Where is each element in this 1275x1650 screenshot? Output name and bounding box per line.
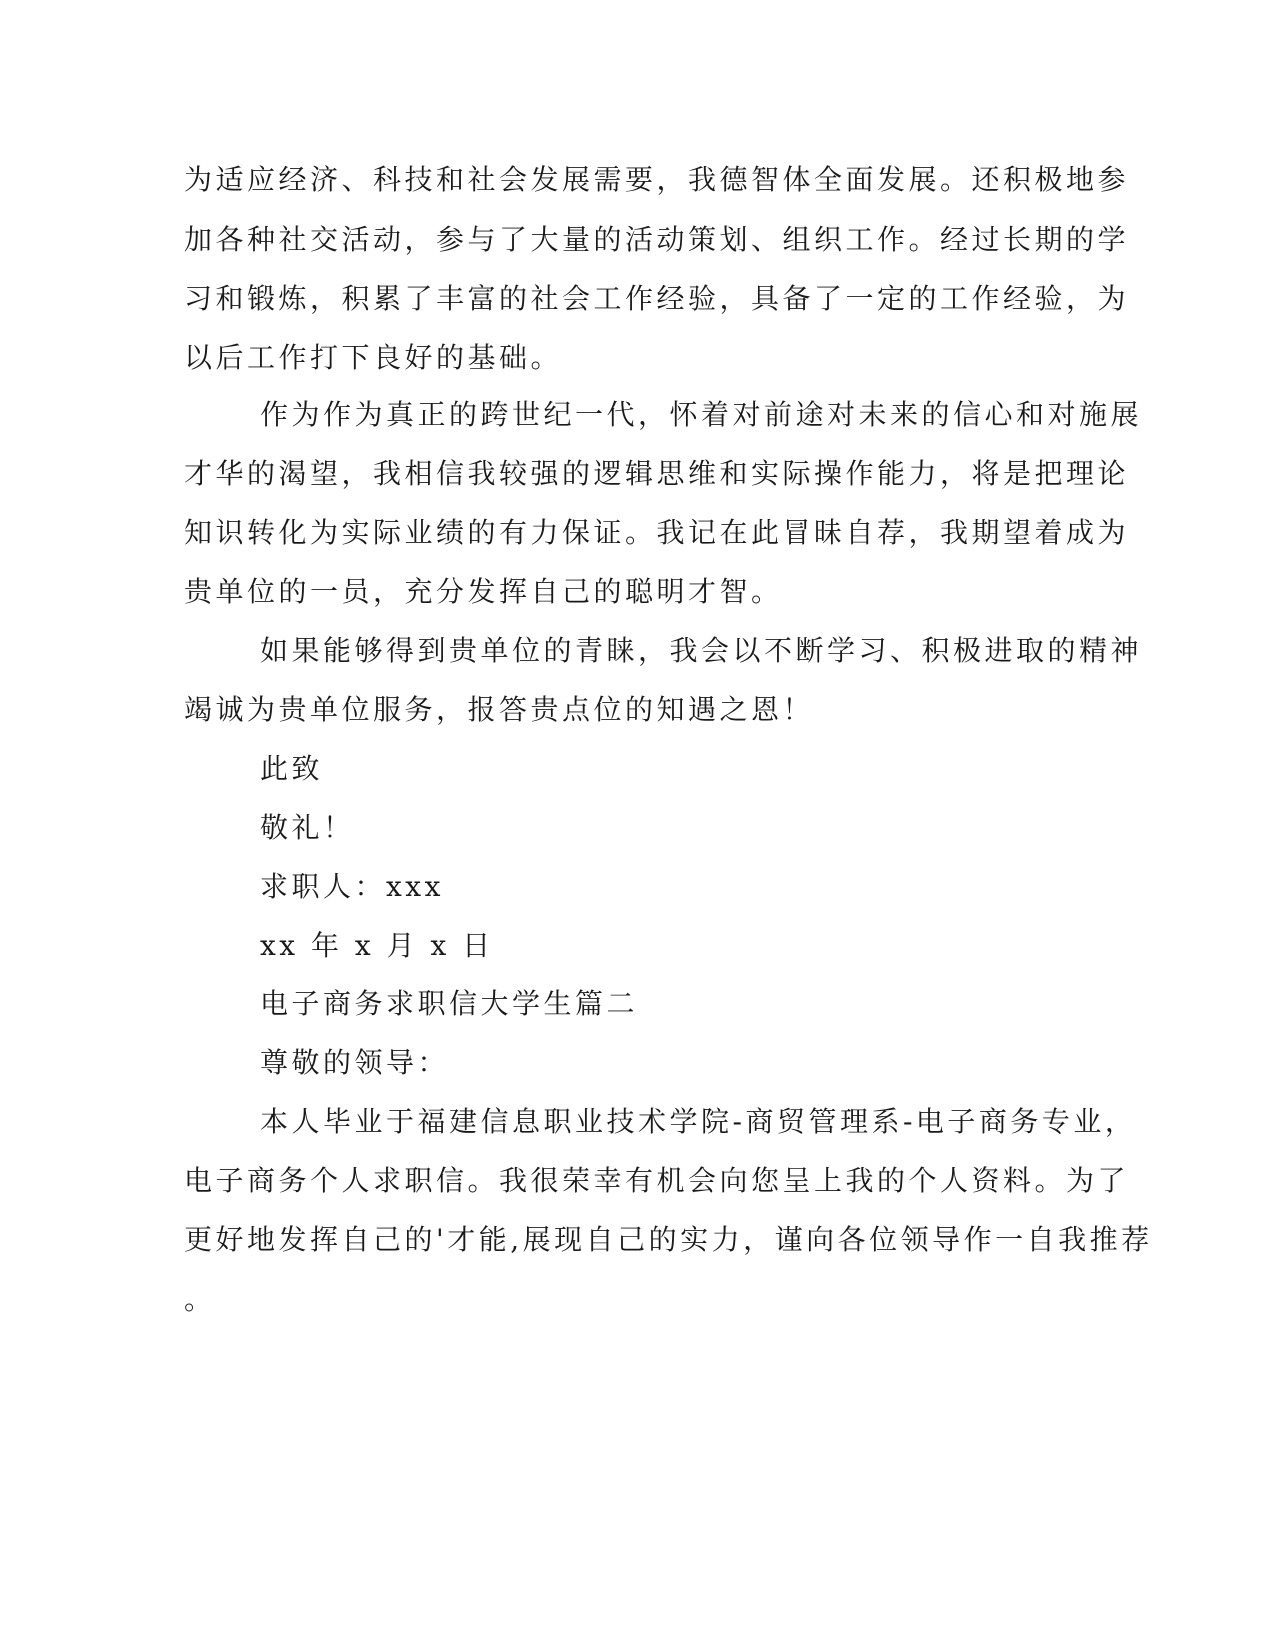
paragraph-2-line-2: 才华的渴望，我相信我较强的逻辑思维和实际操作能力，将是把理论	[184, 457, 1130, 490]
paragraph-1-line-2: 加各种社交活动，参与了大量的活动策划、组织工作。经过长期的学	[184, 223, 1130, 256]
paragraph-1-line-1: 为适应经济、科技和社会发展需要，我德智体全面发展。还积极地参	[184, 163, 1130, 196]
paragraph-4-line-1: 本人毕业于福建信息职业技术学院-商贸管理系-电子商务专业，	[260, 1105, 1137, 1138]
paragraph-4-line-3: 更好地发挥自己的'才能,展现自己的实力，谨向各位领导作一自我推荐	[184, 1223, 1153, 1256]
date: xx 年 x 月 x 日	[260, 929, 494, 962]
paragraph-2-line-4: 贵单位的一员，充分发挥自己的聪明才智。	[184, 575, 783, 608]
section-title: 电子商务求职信大学生篇二	[260, 987, 639, 1020]
salutation: 尊敬的领导：	[260, 1046, 450, 1079]
paragraph-3-line-2: 竭诚为贵单位服务，报答贵点位的知遇之恩！	[184, 693, 815, 726]
paragraph-4-line-2: 电子商务个人求职信。我很荣幸有机会向您呈上我的个人资料。为了	[184, 1164, 1130, 1197]
paragraph-4-line-4: 。	[184, 1283, 216, 1316]
paragraph-1-line-3: 习和锻炼，积累了丰富的社会工作经验，具备了一定的工作经验，为	[184, 282, 1130, 315]
signature: 求职人：xxx	[260, 870, 444, 903]
paragraph-2-line-1: 作为作为真正的跨世纪一代，怀着对前途对未来的信心和对施展	[260, 398, 1143, 431]
paragraph-2-line-3: 知识转化为实际业绩的有力保证。我记在此冒昧自荐，我期望着成为	[184, 516, 1130, 549]
paragraph-3-line-1: 如果能够得到贵单位的青睐，我会以不断学习、积极进取的精神	[260, 634, 1143, 667]
closing-jing-li: 敬礼！	[260, 811, 355, 844]
paragraph-1-line-4: 以后工作打下良好的基础。	[184, 341, 563, 374]
closing-ci-zhi: 此致	[260, 752, 324, 785]
